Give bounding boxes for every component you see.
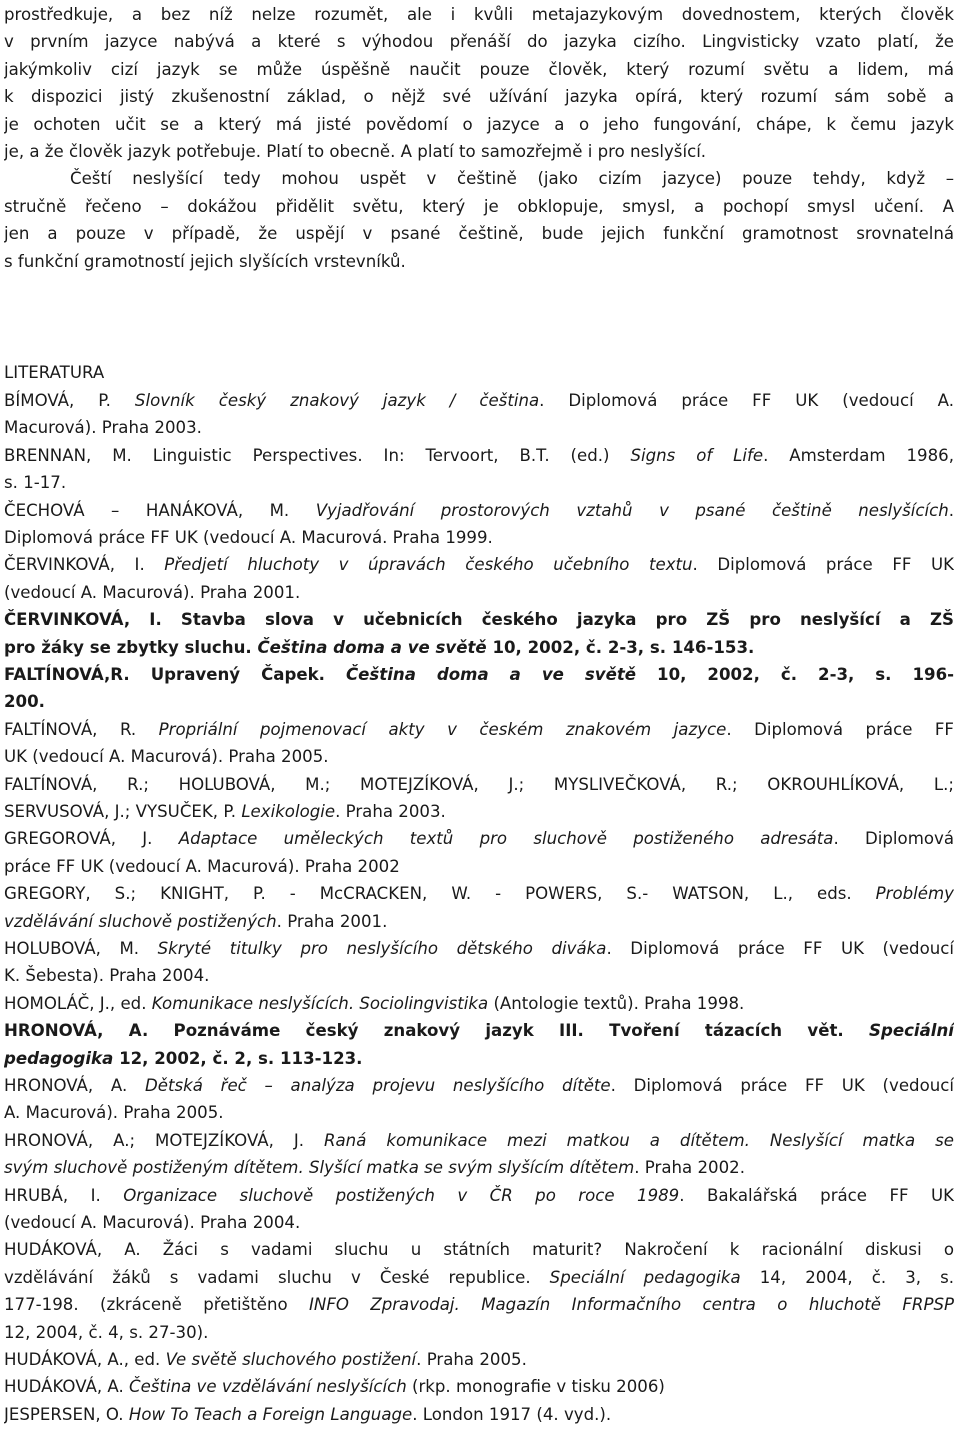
text-run: INFO Zpravodaj. Magazín Informačního centra o hluchotě FRPSP [309,1295,954,1315]
text-run: Propriální pojmenovací akty v českém znakovém jazyce [158,719,727,739]
text-run: . Praha 2001. [276,911,388,931]
text-run: vzdělávání sluchově postižených [4,911,277,931]
text-run: JESPERSEN, O. [4,1404,129,1424]
reference-line [4,771,954,798]
text-run: . [948,500,954,520]
reference-line [4,661,954,688]
text-run: HRONOVÁ, A.; MOTEJZÍKOVÁ, J. [4,1130,324,1150]
reference-line [4,1264,954,1291]
text-run: Slovník český znakový jazyk / čeština [134,391,540,410]
reference-line [4,825,954,852]
text-run: v prvním jazyce nabývá a které s výhodou přenáší do jazyka cizího. Lingvisticky vzato platí, že [4,32,954,52]
paragraph-line [4,138,954,165]
text-run: HOLUBOVÁ, M. [4,939,158,958]
reference-line [4,387,954,414]
text-run: jen a pouze v případě, že uspějí v psané češtině, bude jejich funkční gramotnost srovnatelná [4,224,954,244]
text-run: UK (vedoucí A. Macurová). Praha 2005. [4,747,329,767]
paragraph-line [4,56,954,83]
text-run: s funkční gramotností jejich slyšících vrstevníků. [4,251,406,271]
text-run: Adaptace uměleckých textů pro sluchově postiženého adresáta [178,829,834,849]
reference-line [4,908,954,935]
reference-line [4,1319,954,1346]
text-run: Čeština doma a ve světě [345,665,637,684]
text-run: Dětská řeč – analýza projevu neslyšícího dítěte [144,1076,611,1095]
reference-line [4,469,954,496]
text-run: . Praha 2003. [335,802,446,821]
reference-line [4,606,954,633]
text-run: . Diplomová práce FF UK (vedoucí A. [539,391,954,410]
reference-line [4,990,954,1017]
text-run: Čeští neslyšící tedy mohou uspět v češtině (jako cizím jazyce) pouze tehdy, když – [70,169,954,189]
text-run: Čeština doma a ve světě [257,637,487,657]
text-run: HUDÁKOVÁ, A. [4,1377,130,1397]
text-run: s. 1-17. [4,473,67,493]
reference-line [4,880,954,907]
reference-line [4,962,954,989]
text-run: . Praha 2005. [416,1350,527,1369]
text-run: ČECHOVÁ – HANÁKOVÁ, M. [4,500,316,520]
text-run: FALTÍNOVÁ, R.; HOLUBOVÁ, M.; MOTEJZÍKOVÁ, J.; MYSLIVEČKOVÁ, R.; OKROUHLÍKOVÁ, L.; [4,774,954,794]
text-run: práce FF UK (vedoucí A. Macurová). Praha 2002 [4,856,400,876]
text-run: Signs of Life [630,445,764,465]
text-run: 12, 2004, č. 4, s. 27-30). [4,1322,209,1342]
text-run: K. Šebesta). Praha 2004. [4,966,210,986]
paragraph-line [4,83,954,110]
text-run: Problémy [875,884,954,904]
text-run: 10, 2002, č. 2-3, s. 146-153. [486,637,755,657]
reference-line [4,1346,954,1373]
text-run: ČERVINKOVÁ, I. [4,555,165,575]
text-run: 10, 2002, č. 2-3, s. 196- [636,665,954,684]
text-run: . Diplomová práce FF UK (vedoucí [610,1076,954,1095]
reference-line [4,798,954,825]
literature-heading: LITERATURA [4,363,105,382]
text-run: BRENNAN, M. Linguistic Perspectives. In: Tervoort, B.T. (ed.) [4,445,631,465]
reference-line [4,1291,954,1318]
reference-line [4,743,954,770]
text-run: Lexikologie [241,802,336,821]
reference-line [4,716,954,743]
reference-line [4,634,954,661]
text-run: (rkp. monografie v tisku 2006) [406,1377,665,1397]
text-run: . Amsterdam 1986, [763,445,954,465]
text-run: How To Teach a Foreign Language [128,1404,413,1424]
text-run: Komunikace neslyšících. Sociolingvistika [151,993,489,1013]
text-run: Skryté titulky pro neslyšícího dětského diváka [157,939,607,958]
reference-line [4,1209,954,1236]
text-run: . Praha 2002. [634,1158,745,1178]
text-run: Speciální [869,1021,954,1041]
text-run: HRONOVÁ, A. Poznáváme český znakový jazyk III. Tvoření tázacích vět. [4,1021,869,1041]
reference-line [4,414,954,441]
text-run: 200. [4,692,45,712]
text-run: GREGOROVÁ, J. [4,829,179,849]
reference-line [4,1045,954,1072]
paragraph-line [4,248,954,275]
reference-line [4,1072,954,1099]
text-run: Diplomová práce FF UK (vedoucí A. Macurová. Praha 1999. [4,528,493,547]
text-run: je ochoten učit se a který má jisté povědomí o jazyce a o jeho fungování, chápe, k čemu jazyk [4,114,954,134]
text-run: Macurová). Praha 2003. [4,418,202,438]
text-run: (vedoucí A. Macurová). Praha 2004. [4,1213,301,1232]
reference-line [4,551,954,578]
paragraph-line [4,220,954,247]
reference-line [4,1017,954,1044]
text-run: Vyjadřování prostorových vztahů v psané češtině neslyšících [315,500,949,520]
text-run: Speciální pedagogika [549,1267,741,1287]
text-run: . Diplomová práce FF [726,719,954,739]
text-run: (vedoucí A. Macurová). Praha 2001. [4,582,301,602]
text-run: Raná komunikace mezi matkou a dítětem. Neslyšící matka se [323,1130,954,1150]
paragraph-line [4,193,954,220]
reference-line [4,1099,954,1126]
paragraph-line [4,28,954,55]
reference-line [4,1401,954,1428]
text-run: 14, 2004, č. 3, s. [740,1267,954,1287]
reference-line [4,853,954,880]
reference-line [4,524,954,551]
reference-line [4,1182,954,1209]
reference-line [4,688,954,715]
paragraph-line [4,1,954,28]
text-run: Organizace sluchově postižených v ČR po roce 1989 [123,1185,680,1205]
reference-line [4,442,954,469]
text-run: FALTÍNOVÁ, R. [4,719,159,739]
text-run: ČERVINKOVÁ, I. Stavba slova v učebnicích českého jazyka pro ZŠ pro neslyšící a ZŠ [4,610,954,630]
text-run: . Diplomová [833,829,954,849]
text-run: Ve světě sluchového postižení [165,1350,417,1369]
reference-line [4,935,954,962]
text-run: 177-198. (zkráceně přetištěno [4,1295,310,1315]
text-run: . London 1917 (4. vyd.). [412,1404,612,1424]
reference-line [4,1236,954,1263]
text-run: prostředkuje, a bez níž nelze rozumět, ale i kvůli metajazykovým dovednostem, kterých člověk [4,5,954,24]
text-run: pro žáky se zbytky sluchu. [4,637,258,657]
text-run: BÍMOVÁ, P. [4,391,135,410]
text-run: jakýmkoliv cizí jazyk se může úspěšně naučit pouze člověk, který rozumí světu a lidem, má [4,59,954,79]
text-run: A. Macurová). Praha 2005. [4,1103,224,1123]
text-run: (Antologie textů). Praha 1998. [488,993,745,1013]
text-run: . Diplomová práce FF UK [692,555,954,575]
text-run: pedagogika [4,1048,114,1068]
text-run: SERVUSOVÁ, J.; VYSUČEK, P. [4,802,242,821]
text-run: 12, 2002, č. 2, s. 113-123. [113,1048,363,1068]
text-run: HRUBÁ, I. [4,1185,124,1205]
reference-line [4,579,954,606]
text-run: stručně řečeno – dokážou přidělit světu, který je obklopuje, smysl, a pochopí smysl učení. A [4,196,954,216]
text-run: HUDÁKOVÁ, A. Žáci s vadami sluchu u státních maturit? Nakročení k racionální diskusi o [4,1240,954,1260]
text-run: Předjetí hluchoty v úpravách českého učebního textu [164,555,693,575]
reference-line [4,497,954,524]
text-run: je, a že člověk jazyk potřebuje. Platí to obecně. A platí to samozřejmě i pro neslyšící. [4,142,707,161]
text-run: . Diplomová práce FF UK (vedoucí [606,939,954,958]
text-run: Čeština ve vzdělávání neslyšících [129,1377,407,1397]
text-run: k dispozici jistý zkušenostní základ, o nějž své užívání jazyka opírá, který rozumí sám sobě a [4,87,954,107]
reference-line [4,1373,954,1400]
reference-line [4,1127,954,1154]
paragraph-line [4,111,954,138]
text-run: FALTÍNOVÁ,R. Upravený Čapek. [4,665,346,684]
text-run: . Bakalářská práce FF UK [679,1185,954,1205]
text-run: svým sluchově postiženým dítětem. Slyšící matka se svým slyšícím dítětem [4,1158,635,1178]
reference-line [4,1154,954,1181]
paragraph-line [4,165,954,192]
text-run: HUDÁKOVÁ, A., ed. [4,1350,166,1369]
text-run: vzdělávání žáků s vadami sluchu v České republice. [4,1267,550,1287]
text-run: GREGORY, S.; KNIGHT, P. - McCRACKEN, W. - POWERS, S.- WATSON, L., eds. [4,884,876,904]
text-run: HRONOVÁ, A. [4,1076,145,1095]
text-run: HOMOLÁČ, J., ed. [4,993,152,1013]
